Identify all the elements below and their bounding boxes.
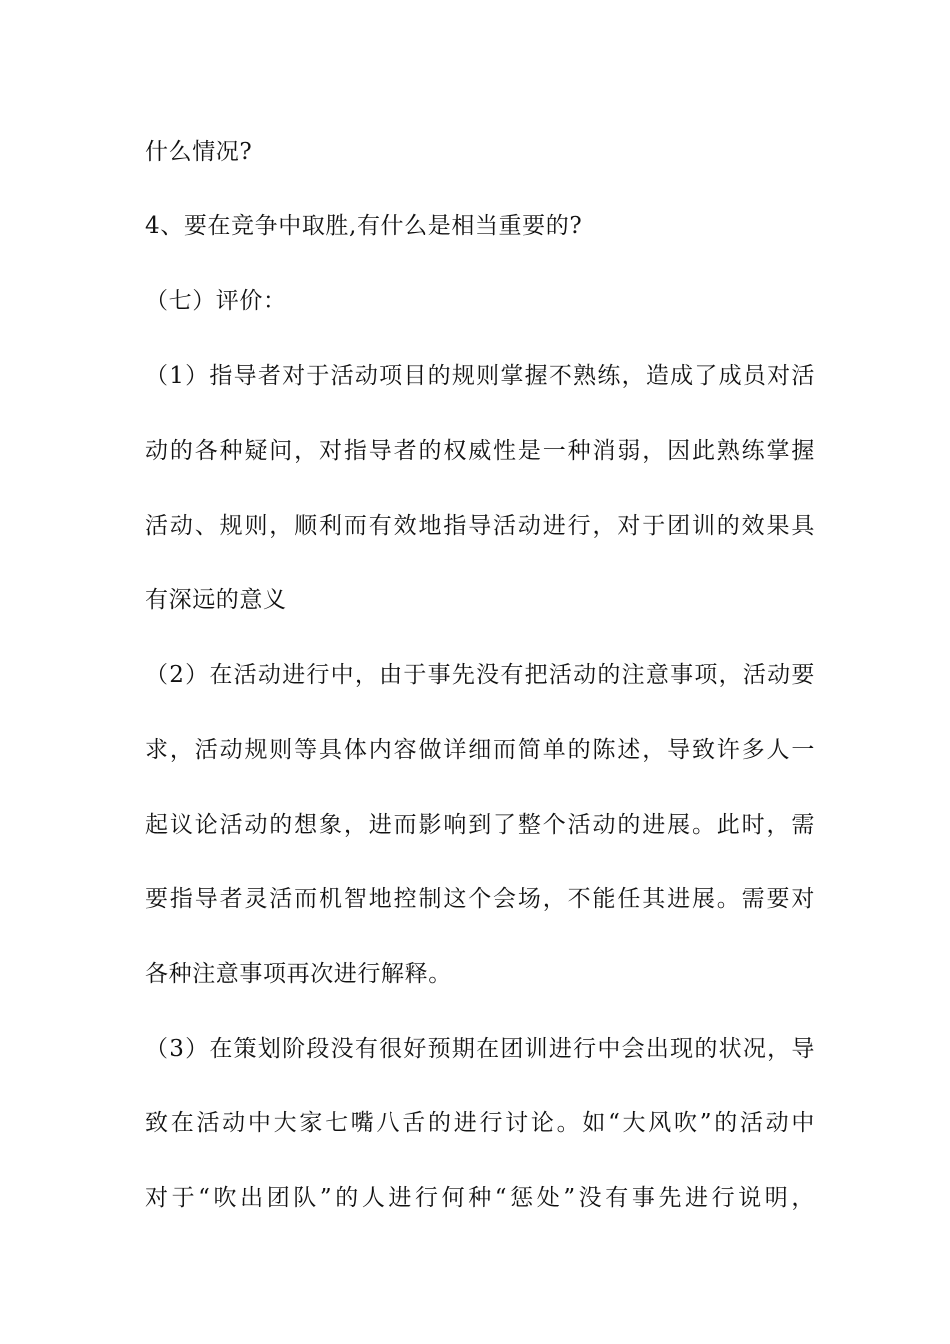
paragraph-line: 动的各种疑问，对指导者的权威性是一种消弱，因此熟练掌握: [145, 438, 815, 464]
paragraph-line: 起议论活动的想象，进而影响到了整个活动的进展。此时，需: [145, 812, 815, 838]
paragraph-line: 致在活动中大家七嘴八舌的进行讨论。如“大风吹”的活动中: [145, 1110, 815, 1136]
text-line: 什么情况?: [145, 139, 253, 165]
paragraph-line: 活动、规则，顺利而有效地指导活动进行，对于团训的效果具: [145, 513, 815, 539]
paragraph-line: 各种注意事项再次进行解释。: [145, 961, 452, 987]
paragraph-line: 有深远的意义: [145, 587, 287, 613]
paragraph-line: （3）在策划阶段没有很好预期在团训进行中会出现的状况，导: [145, 1036, 815, 1062]
paragraph-line: 求，活动规则等具体内容做详细而简单的陈述，导致许多人一: [145, 737, 815, 763]
paragraph-line: 要指导者灵活而机智地控制这个会场，不能任其进展。需要对: [145, 886, 815, 912]
section-heading: （七）评价：: [145, 288, 287, 314]
paragraph-line: （2）在活动进行中，由于事先没有把活动的注意事项，活动要: [145, 662, 815, 688]
paragraph-line: （1）指导者对于活动项目的规则掌握不熟练，造成了成员对活: [145, 363, 815, 389]
paragraph-line: 对于“吹出团队”的人进行何种“惩处”没有事先进行说明，: [145, 1185, 815, 1211]
text-line: 4、要在竞争中取胜,有什么是相当重要的?: [145, 213, 583, 239]
